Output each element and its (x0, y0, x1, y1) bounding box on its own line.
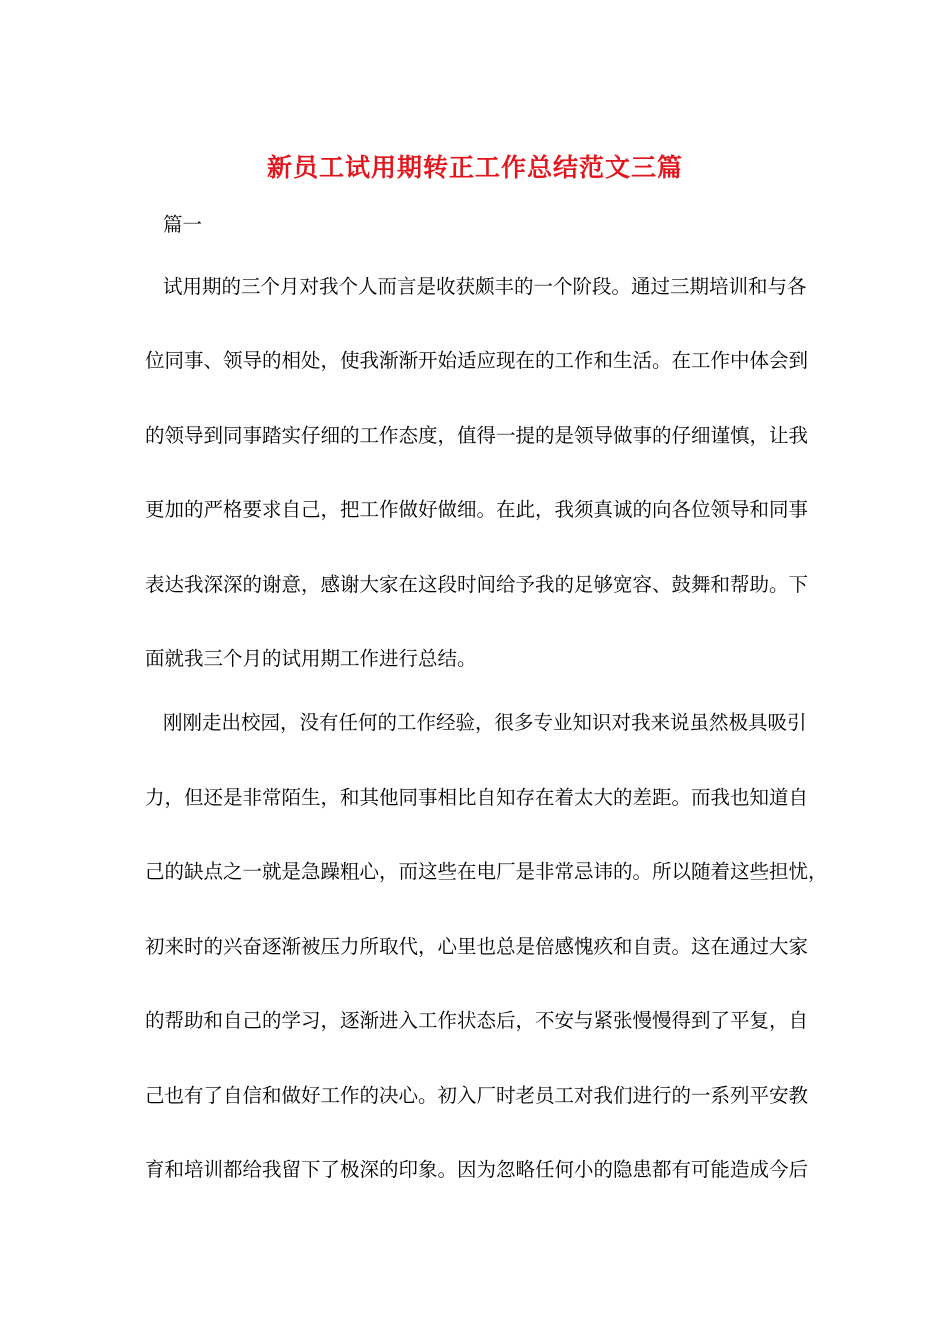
paragraph-line: 刚刚走出校园，没有任何的工作经验，很多专业知识对我来说虽然极具吸引 (163, 711, 807, 734)
paragraph-line: 己的缺点之一就是急躁粗心，而这些在电厂是非常忌讳的。所以随着这些担忧， (145, 860, 828, 883)
paragraph-line: 更加的严格要求自己，把工作做好做细。在此，我须真诚的向各位领导和同事 (145, 498, 809, 521)
section-heading: 篇一 (163, 213, 203, 236)
paragraph-line: 面就我三个月的试用期工作进行总结。 (145, 647, 477, 670)
paragraph-line: 的帮助和自己的学习，逐渐进入工作状态后，不安与紧张慢慢得到了平复，自 (145, 1009, 809, 1032)
paragraph-line: 试用期的三个月对我个人而言是收获颇丰的一个阶段。通过三期培训和与各 (163, 275, 807, 298)
paragraph-line: 位同事、领导的相处，使我渐渐开始适应现在的工作和生活。在工作中体会到 (145, 349, 809, 372)
paragraph-line: 初来时的兴奋逐渐被压力所取代，心里也总是倍感愧疚和自责。这在通过大家 (145, 935, 809, 958)
document-title: 新员工试用期转正工作总结范文三篇 (266, 153, 683, 182)
paragraph-line: 己也有了自信和做好工作的决心。初入厂时老员工对我们进行的一系列平安教 (145, 1084, 809, 1107)
paragraph-line: 育和培训都给我留下了极深的印象。因为忽略任何小的隐患都有可能造成今后 (145, 1158, 809, 1181)
paragraph-line: 表达我深深的谢意，感谢大家在这段时间给予我的足够宽容、鼓舞和帮助。下 (145, 573, 809, 596)
paragraph-line: 的领导到同事踏实仔细的工作态度，值得一提的是领导做事的仔细谨慎，让我 (145, 424, 809, 447)
paragraph-line: 力，但还是非常陌生，和其他同事相比自知存在着太大的差距。而我也知道自 (145, 786, 809, 809)
